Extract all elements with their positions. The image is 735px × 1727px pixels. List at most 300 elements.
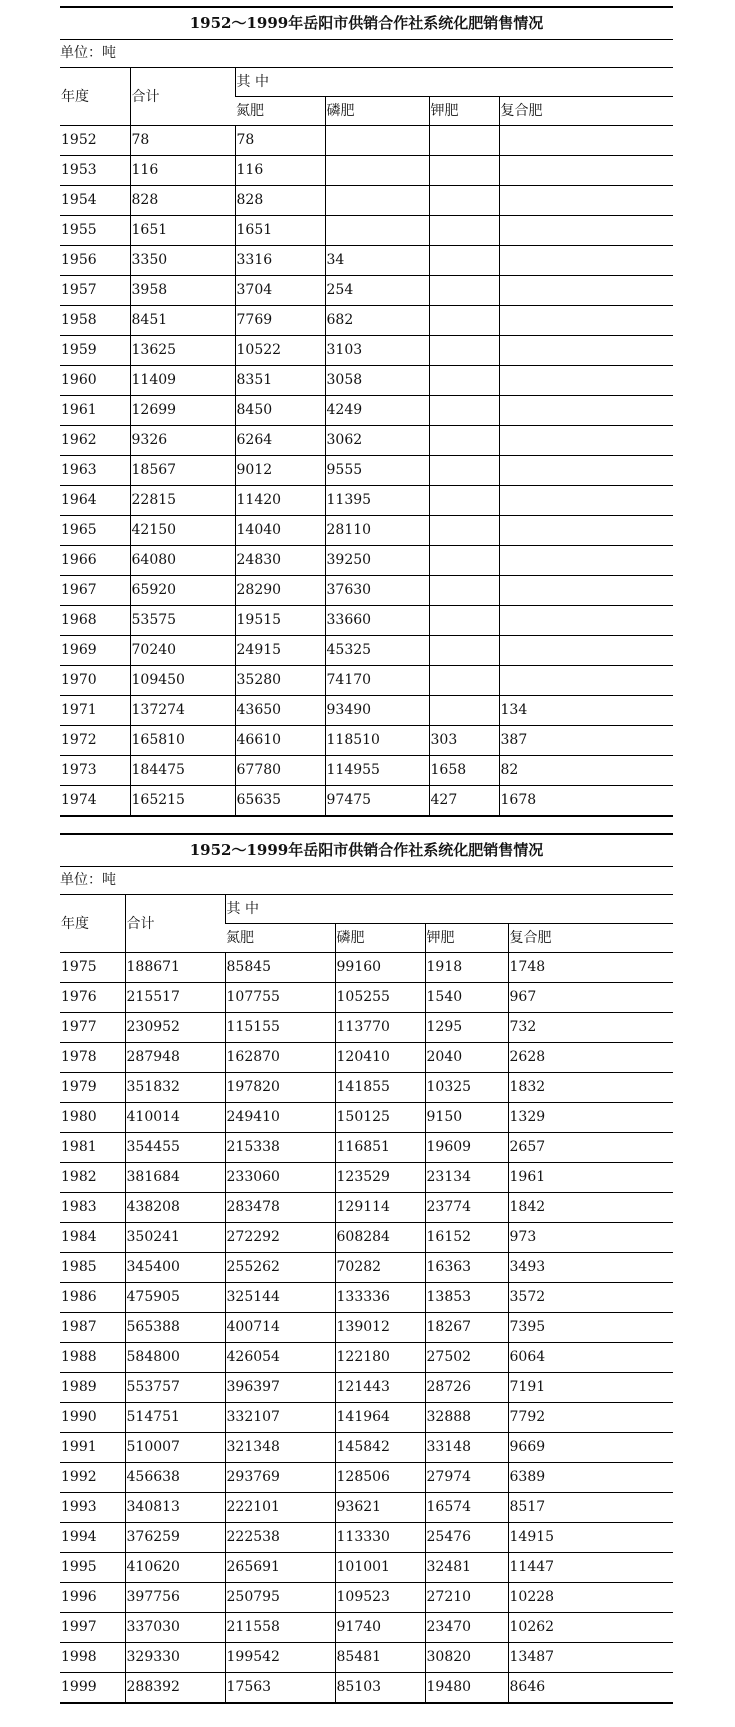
total-cell: 584800	[125, 1343, 225, 1373]
unit-label: 单位：吨	[60, 39, 673, 67]
total-cell: 11409	[130, 366, 235, 396]
year-cell: 1959	[60, 336, 130, 366]
potash-cell: 19609	[425, 1133, 508, 1163]
nitrogen-cell: 426054	[225, 1343, 335, 1373]
potash-cell: 33148	[425, 1433, 508, 1463]
header-year: 年度	[60, 68, 130, 126]
table-row	[60, 336, 673, 366]
nitrogen-cell: 332107	[225, 1403, 335, 1433]
total-cell: 351832	[125, 1073, 225, 1103]
table-row	[60, 1433, 673, 1463]
total-cell: 13625	[130, 336, 235, 366]
year-cell: 1996	[60, 1583, 125, 1613]
nitrogen-cell: 19515	[235, 606, 325, 636]
total-cell: 514751	[125, 1403, 225, 1433]
nitrogen-cell: 255262	[225, 1253, 335, 1283]
year-cell: 1977	[60, 1013, 125, 1043]
phosphate-cell: 3062	[325, 426, 429, 456]
compound-cell	[499, 546, 673, 576]
compound-cell: 967	[508, 983, 673, 1013]
header-compound: 复合肥	[508, 924, 673, 953]
potash-cell	[429, 546, 499, 576]
potash-cell	[429, 666, 499, 696]
potash-cell: 25476	[425, 1523, 508, 1553]
compound-cell: 1329	[508, 1103, 673, 1133]
compound-cell: 7191	[508, 1373, 673, 1403]
table-row	[60, 1673, 673, 1704]
nitrogen-cell: 222101	[225, 1493, 335, 1523]
header-phosphate: 磷肥	[325, 97, 429, 126]
potash-cell: 1658	[429, 756, 499, 786]
total-cell: 828	[130, 186, 235, 216]
table-row	[60, 216, 673, 246]
table-row	[60, 726, 673, 756]
year-cell: 1979	[60, 1073, 125, 1103]
header-nitrogen: 氮肥	[225, 924, 335, 953]
compound-cell	[499, 456, 673, 486]
table-section-2	[60, 833, 673, 1695]
table-row	[60, 546, 673, 576]
header-year: 年度	[60, 895, 125, 953]
total-cell: 165215	[130, 786, 235, 817]
potash-cell	[429, 606, 499, 636]
phosphate-cell: 99160	[335, 953, 425, 983]
total-cell: 475905	[125, 1283, 225, 1313]
nitrogen-cell: 197820	[225, 1073, 335, 1103]
potash-cell	[429, 426, 499, 456]
year-cell: 1967	[60, 576, 130, 606]
table-row	[60, 1283, 673, 1313]
table-row	[60, 1223, 673, 1253]
table-row	[60, 1493, 673, 1523]
table-row	[60, 426, 673, 456]
header-total: 合计	[130, 68, 235, 126]
total-cell: 70240	[130, 636, 235, 666]
year-cell: 1973	[60, 756, 130, 786]
compound-cell: 13487	[508, 1643, 673, 1673]
year-cell: 1960	[60, 366, 130, 396]
phosphate-cell: 93490	[325, 696, 429, 726]
phosphate-cell	[325, 216, 429, 246]
year-cell: 1964	[60, 486, 130, 516]
phosphate-cell: 145842	[335, 1433, 425, 1463]
phosphate-cell: 129114	[335, 1193, 425, 1223]
nitrogen-cell: 9012	[235, 456, 325, 486]
nitrogen-cell: 272292	[225, 1223, 335, 1253]
potash-cell: 27974	[425, 1463, 508, 1493]
year-cell: 1962	[60, 426, 130, 456]
year-cell: 1975	[60, 953, 125, 983]
header-phosphate: 磷肥	[335, 924, 425, 953]
year-cell: 1987	[60, 1313, 125, 1343]
total-cell: 184475	[130, 756, 235, 786]
phosphate-cell: 122180	[335, 1343, 425, 1373]
potash-cell	[429, 516, 499, 546]
nitrogen-cell: 46610	[235, 726, 325, 756]
compound-cell	[499, 186, 673, 216]
nitrogen-cell: 7769	[235, 306, 325, 336]
header-potash: 钾肥	[425, 924, 508, 953]
table-title: 1952～1999年岳阳市供销合作社系统化肥销售情况	[60, 833, 673, 866]
phosphate-cell: 101001	[335, 1553, 425, 1583]
nitrogen-cell: 211558	[225, 1613, 335, 1643]
total-cell: 3958	[130, 276, 235, 306]
potash-cell	[429, 366, 499, 396]
nitrogen-cell: 115155	[225, 1013, 335, 1043]
year-cell: 1954	[60, 186, 130, 216]
nitrogen-cell: 116	[235, 156, 325, 186]
phosphate-cell	[325, 156, 429, 186]
compound-cell	[499, 126, 673, 156]
phosphate-cell: 128506	[335, 1463, 425, 1493]
table-row	[60, 156, 673, 186]
potash-cell: 32888	[425, 1403, 508, 1433]
phosphate-cell: 93621	[335, 1493, 425, 1523]
total-cell: 18567	[130, 456, 235, 486]
nitrogen-cell: 249410	[225, 1103, 335, 1133]
compound-cell: 9669	[508, 1433, 673, 1463]
potash-cell	[429, 276, 499, 306]
nitrogen-cell: 85845	[225, 953, 335, 983]
phosphate-cell: 33660	[325, 606, 429, 636]
compound-cell: 973	[508, 1223, 673, 1253]
header-among: 其 中	[235, 68, 673, 97]
total-cell: 12699	[130, 396, 235, 426]
compound-cell: 82	[499, 756, 673, 786]
phosphate-cell: 113330	[335, 1523, 425, 1553]
table-row	[60, 1463, 673, 1493]
total-cell: 288392	[125, 1673, 225, 1704]
nitrogen-cell: 8351	[235, 366, 325, 396]
phosphate-cell: 608284	[335, 1223, 425, 1253]
table-row	[60, 1133, 673, 1163]
potash-cell: 9150	[425, 1103, 508, 1133]
table-row	[60, 1373, 673, 1403]
year-cell: 1956	[60, 246, 130, 276]
compound-cell	[499, 516, 673, 546]
compound-cell: 2628	[508, 1043, 673, 1073]
table-row	[60, 1553, 673, 1583]
table-row	[60, 1103, 673, 1133]
potash-cell	[429, 336, 499, 366]
compound-cell	[499, 366, 673, 396]
year-cell: 1981	[60, 1133, 125, 1163]
table-row	[60, 1343, 673, 1373]
total-cell: 350241	[125, 1223, 225, 1253]
compound-cell: 3572	[508, 1283, 673, 1313]
year-cell: 1971	[60, 696, 130, 726]
total-cell: 137274	[130, 696, 235, 726]
total-cell: 456638	[125, 1463, 225, 1493]
potash-cell	[429, 396, 499, 426]
fertilizer-sales-table	[60, 894, 673, 1704]
nitrogen-cell: 24915	[235, 636, 325, 666]
year-cell: 1980	[60, 1103, 125, 1133]
total-cell: 287948	[125, 1043, 225, 1073]
total-cell: 1651	[130, 216, 235, 246]
header-compound: 复合肥	[499, 97, 673, 126]
potash-cell: 27210	[425, 1583, 508, 1613]
phosphate-cell: 121443	[335, 1373, 425, 1403]
total-cell: 8451	[130, 306, 235, 336]
potash-cell	[429, 306, 499, 336]
total-cell: 78	[130, 126, 235, 156]
compound-cell: 1961	[508, 1163, 673, 1193]
compound-cell	[499, 216, 673, 246]
nitrogen-cell: 293769	[225, 1463, 335, 1493]
potash-cell: 19480	[425, 1673, 508, 1704]
phosphate-cell: 39250	[325, 546, 429, 576]
year-cell: 1963	[60, 456, 130, 486]
compound-cell: 1678	[499, 786, 673, 817]
nitrogen-cell: 396397	[225, 1373, 335, 1403]
nitrogen-cell: 233060	[225, 1163, 335, 1193]
total-cell: 381684	[125, 1163, 225, 1193]
phosphate-cell	[325, 186, 429, 216]
year-cell: 1976	[60, 983, 125, 1013]
year-cell: 1953	[60, 156, 130, 186]
header-total: 合计	[125, 895, 225, 953]
compound-cell: 10228	[508, 1583, 673, 1613]
table-row	[60, 1523, 673, 1553]
compound-cell	[499, 426, 673, 456]
table-row	[60, 1403, 673, 1433]
compound-cell	[499, 636, 673, 666]
year-cell: 1985	[60, 1253, 125, 1283]
table-row	[60, 486, 673, 516]
phosphate-cell: 4249	[325, 396, 429, 426]
table-row	[60, 1073, 673, 1103]
total-cell: 64080	[130, 546, 235, 576]
nitrogen-cell: 65635	[235, 786, 325, 817]
compound-cell: 7395	[508, 1313, 673, 1343]
potash-cell	[429, 126, 499, 156]
header-among: 其 中	[225, 895, 673, 924]
total-cell: 65920	[130, 576, 235, 606]
phosphate-cell: 74170	[325, 666, 429, 696]
table-row	[60, 1583, 673, 1613]
year-cell: 1978	[60, 1043, 125, 1073]
total-cell: 329330	[125, 1643, 225, 1673]
year-cell: 1999	[60, 1673, 125, 1704]
table-row	[60, 1013, 673, 1043]
nitrogen-cell: 107755	[225, 983, 335, 1013]
total-cell: 565388	[125, 1313, 225, 1343]
potash-cell: 13853	[425, 1283, 508, 1313]
potash-cell: 1918	[425, 953, 508, 983]
phosphate-cell: 682	[325, 306, 429, 336]
potash-cell	[429, 486, 499, 516]
phosphate-cell: 37630	[325, 576, 429, 606]
nitrogen-cell: 78	[235, 126, 325, 156]
phosphate-cell: 70282	[335, 1253, 425, 1283]
compound-cell: 3493	[508, 1253, 673, 1283]
table-section-1	[60, 6, 673, 833]
compound-cell	[499, 276, 673, 306]
potash-cell: 27502	[425, 1343, 508, 1373]
year-cell: 1955	[60, 216, 130, 246]
potash-cell: 16363	[425, 1253, 508, 1283]
year-cell: 1990	[60, 1403, 125, 1433]
year-cell: 1984	[60, 1223, 125, 1253]
fertilizer-sales-table	[60, 67, 673, 817]
nitrogen-cell: 250795	[225, 1583, 335, 1613]
potash-cell: 16152	[425, 1223, 508, 1253]
phosphate-cell	[325, 126, 429, 156]
year-cell: 1993	[60, 1493, 125, 1523]
phosphate-cell: 91740	[335, 1613, 425, 1643]
year-cell: 1991	[60, 1433, 125, 1463]
nitrogen-cell: 283478	[225, 1193, 335, 1223]
phosphate-cell: 97475	[325, 786, 429, 817]
compound-cell: 134	[499, 696, 673, 726]
phosphate-cell: 254	[325, 276, 429, 306]
year-cell: 1968	[60, 606, 130, 636]
year-cell: 1965	[60, 516, 130, 546]
table-row	[60, 756, 673, 786]
table-row	[60, 953, 673, 983]
total-cell: 553757	[125, 1373, 225, 1403]
phosphate-cell: 113770	[335, 1013, 425, 1043]
potash-cell: 10325	[425, 1073, 508, 1103]
table-row	[60, 786, 673, 817]
compound-cell: 1842	[508, 1193, 673, 1223]
nitrogen-cell: 199542	[225, 1643, 335, 1673]
table-row	[60, 1193, 673, 1223]
phosphate-cell: 28110	[325, 516, 429, 546]
potash-cell	[429, 216, 499, 246]
table-row	[60, 1313, 673, 1343]
potash-cell: 1540	[425, 983, 508, 1013]
table-title: 1952～1999年岳阳市供销合作社系统化肥销售情况	[60, 6, 673, 39]
total-cell: 188671	[125, 953, 225, 983]
year-cell: 1952	[60, 126, 130, 156]
nitrogen-cell: 222538	[225, 1523, 335, 1553]
potash-cell: 2040	[425, 1043, 508, 1073]
table-row	[60, 576, 673, 606]
nitrogen-cell: 400714	[225, 1313, 335, 1343]
table-row	[60, 1613, 673, 1643]
header-potash: 钾肥	[429, 97, 499, 126]
total-cell: 3350	[130, 246, 235, 276]
year-cell: 1961	[60, 396, 130, 426]
header-nitrogen: 氮肥	[235, 97, 325, 126]
phosphate-cell: 45325	[325, 636, 429, 666]
compound-cell: 8646	[508, 1673, 673, 1704]
nitrogen-cell: 3704	[235, 276, 325, 306]
table-row	[60, 606, 673, 636]
phosphate-cell: 141855	[335, 1073, 425, 1103]
year-cell: 1986	[60, 1283, 125, 1313]
table-row	[60, 983, 673, 1013]
nitrogen-cell: 24830	[235, 546, 325, 576]
potash-cell: 1295	[425, 1013, 508, 1043]
compound-cell	[499, 486, 673, 516]
compound-cell: 7792	[508, 1403, 673, 1433]
year-cell: 1974	[60, 786, 130, 817]
potash-cell: 303	[429, 726, 499, 756]
year-cell: 1988	[60, 1343, 125, 1373]
potash-cell: 23470	[425, 1613, 508, 1643]
phosphate-cell: 3058	[325, 366, 429, 396]
year-cell: 1994	[60, 1523, 125, 1553]
nitrogen-cell: 28290	[235, 576, 325, 606]
table-row	[60, 246, 673, 276]
compound-cell	[499, 666, 673, 696]
compound-cell	[499, 156, 673, 186]
total-cell: 165810	[130, 726, 235, 756]
nitrogen-cell: 8450	[235, 396, 325, 426]
phosphate-cell: 9555	[325, 456, 429, 486]
nitrogen-cell: 3316	[235, 246, 325, 276]
potash-cell: 30820	[425, 1643, 508, 1673]
nitrogen-cell: 10522	[235, 336, 325, 366]
compound-cell	[499, 576, 673, 606]
potash-cell: 32481	[425, 1553, 508, 1583]
year-cell: 1998	[60, 1643, 125, 1673]
compound-cell: 14915	[508, 1523, 673, 1553]
phosphate-cell: 34	[325, 246, 429, 276]
table-row	[60, 276, 673, 306]
phosphate-cell: 85481	[335, 1643, 425, 1673]
year-cell: 1995	[60, 1553, 125, 1583]
table-body	[60, 126, 673, 817]
table-row	[60, 516, 673, 546]
total-cell: 116	[130, 156, 235, 186]
compound-cell	[499, 606, 673, 636]
nitrogen-cell: 828	[235, 186, 325, 216]
nitrogen-cell: 17563	[225, 1673, 335, 1704]
total-cell: 53575	[130, 606, 235, 636]
nitrogen-cell: 43650	[235, 696, 325, 726]
nitrogen-cell: 14040	[235, 516, 325, 546]
potash-cell: 23774	[425, 1193, 508, 1223]
year-cell: 1969	[60, 636, 130, 666]
compound-cell: 11447	[508, 1553, 673, 1583]
phosphate-cell: 109523	[335, 1583, 425, 1613]
year-cell: 1997	[60, 1613, 125, 1643]
potash-cell	[429, 576, 499, 606]
compound-cell: 6389	[508, 1463, 673, 1493]
nitrogen-cell: 325144	[225, 1283, 335, 1313]
year-cell: 1957	[60, 276, 130, 306]
nitrogen-cell: 11420	[235, 486, 325, 516]
potash-cell	[429, 246, 499, 276]
phosphate-cell: 85103	[335, 1673, 425, 1704]
document	[60, 6, 673, 1695]
phosphate-cell: 150125	[335, 1103, 425, 1133]
total-cell: 376259	[125, 1523, 225, 1553]
phosphate-cell: 141964	[335, 1403, 425, 1433]
compound-cell	[499, 246, 673, 276]
phosphate-cell: 105255	[335, 983, 425, 1013]
year-cell: 1958	[60, 306, 130, 336]
total-cell: 337030	[125, 1613, 225, 1643]
compound-cell: 2657	[508, 1133, 673, 1163]
potash-cell: 16574	[425, 1493, 508, 1523]
compound-cell: 1832	[508, 1073, 673, 1103]
total-cell: 109450	[130, 666, 235, 696]
compound-cell	[499, 396, 673, 426]
nitrogen-cell: 1651	[235, 216, 325, 246]
nitrogen-cell: 35280	[235, 666, 325, 696]
year-cell: 1972	[60, 726, 130, 756]
phosphate-cell: 133336	[335, 1283, 425, 1313]
total-cell: 510007	[125, 1433, 225, 1463]
table-row	[60, 366, 673, 396]
table-row	[60, 1163, 673, 1193]
compound-cell: 1748	[508, 953, 673, 983]
